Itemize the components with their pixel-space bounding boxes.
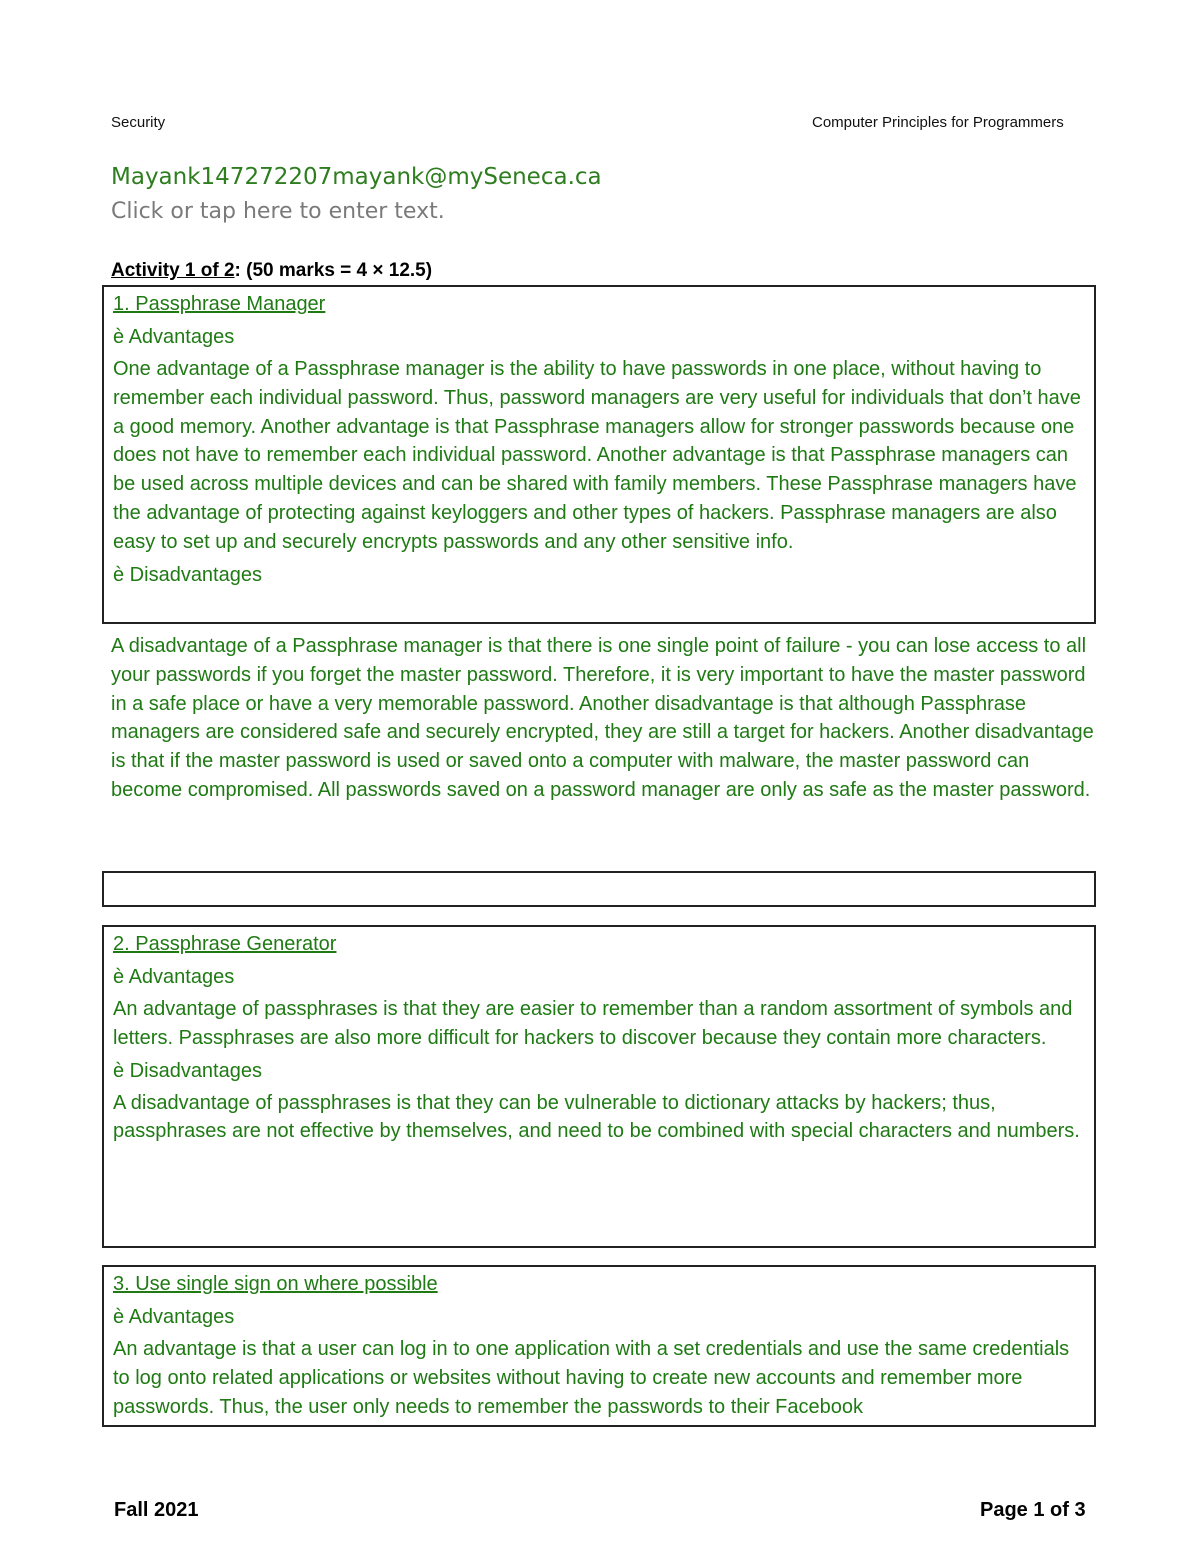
section-2-disadvantages-label: è Disadvantages [113,1059,262,1082]
section-2-advantages-text: An advantage of passphrases is that they are easier to remember than a random assortment of symbols and letters. Passphrases are also more difficult for hackers to discover because they contain more characters. [113,998,1073,1049]
section-3-advantages-text: An advantage is that a user can log in to one application with a set credentials and use the same credentials to log onto related applications or websites without having to create new accounts and remember more passwords. Thus, the user only needs to remember the passwords to their Facebook [113,1338,1070,1418]
section-2-title: 2. Passphrase Generator [113,933,337,955]
activity-marks: : (50 marks = 4 × 12.5) [234,260,433,281]
section-1-title: 1. Passphrase Manager [113,293,326,315]
footer-term: Fall 2021 [114,1499,199,1521]
section-3-box[interactable] [102,1265,1096,1427]
section-1-advantages-label: è Advantages [113,326,235,348]
student-id-email[interactable]: Mayank147272207mayank@mySeneca.ca [111,164,602,190]
section-3-title: 3. Use single sign on where possible [113,1273,438,1295]
section-2-box[interactable] [102,925,1096,1248]
activity-label: Activity 1 of 2 [111,260,235,281]
section-3-advantages-label: è Advantages [113,1306,235,1328]
section-2-disadvantages-text: A disadvantage of passphrases is that they can be vulnerable to dictionary attacks by hackers; thus, passphrases are not effective by themselves, and need to be combined with special characters and numbers. [113,1091,1080,1143]
empty-answer-box[interactable] [102,871,1096,907]
activity-heading [111,260,432,282]
section-1-disadvantages-text: A disadvantage of a Passphrase manager is that there is one single point of failure - you can lose access to all your passwords if you forget the master password. Therefore, it is very important to have the master password in a safe place or have a very memorable password. Another disadvantage is that although Passphrase managers are considered safe and securely encrypted, they are still a target for hackers. Another disadvantage is that if the master password is used or saved onto a computer with malware, the master password can become compromised. All passwords saved on a password manager are only as safe as the master password. [111,635,1094,801]
section-1-box[interactable] [102,285,1096,624]
header-right: Computer Principles for Programmers [812,114,1064,131]
section-2-advantages-label: è Advantages [113,966,235,988]
section-1-disadvantages-label: è Disadvantages [113,563,262,586]
footer-page-number: Page 1 of 3 [980,1499,1086,1521]
section-1-advantages-text: One advantage of a Passphrase manager is the ability to have passwords in one place, without having to remember each individual password. Thus, password managers are very useful for individuals that don’t have a good memory. Another advantage is that Passphrase managers allow for stronger passwords because one does not have to remember each individual password. Another advantage is that Passphrase managers can be used across multiple devices and can be shared with family members. These Passphrase managers have the advantage of protecting against keyloggers and other types of hackers. Passphrase managers are also easy to set up and securely encrypts passwords and any other sensitive info. [113,358,1081,553]
text-entry-placeholder[interactable]: Click or tap here to enter text. [111,199,445,224]
header-left: Security [111,114,166,131]
